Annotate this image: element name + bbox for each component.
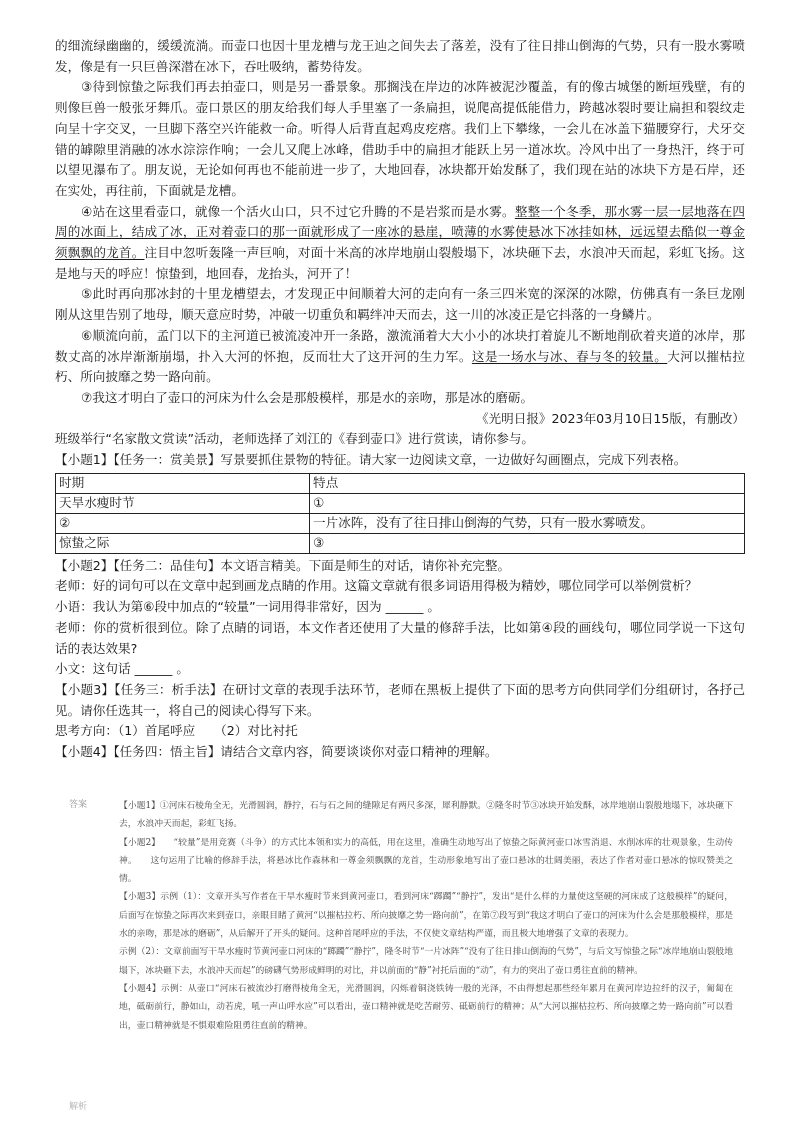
paragraph-6-text: ⑥顺流向前，孟门以下的主河道已被流凌冲开一条路，激流涌着大大小小的冰块打着旋儿不断地削砍着夹道的冰岸，那数丈高的冰岸渐渐崩塌，扑入大河的怀抱，反而壮大了这开河的生力军。 [55,327,745,364]
paragraph-3: ③待到惊蛰之际我们再去拍壶口，则是另一番景象。那搁浅在岸边的冰阵被泥沙覆盖，有的像古城堡的断垣残壁，有的则像巨兽一般张牙舞爪。壶口景区的朋友给我们每人手里塞了一条扁担，说爬高提低能借力，跨越冰裂时要让扁担和裂纹走向呈十字交叉，一旦脚下落空兴许能救一命。听得人后背直起鸡皮疙瘩。我们上下攀缘，一会儿在冰盖下猫腰穿行，犬牙交错的罅隙里消融的冰水淙淙作响；一会儿又爬上冰峰，借助手中的扁担才能跃上另一道冰坎。冷风中出了一身热汗，终于可以望见瀑布了。朋友说，无论如何再也不能前进一步了，大地回春，冰块都开始发酥了，我们现在站的冰块下方是石岸，还在实处，再往前，下面就是龙槽。 [55,79,745,198]
underlined-sentence-4: 整整一个冬季，那水雾一层一层地落在四周的冰面上，结成了冰，正对着壶口的那一面就形成了一座冰的悬崖，喷薄的水雾使悬冰下冰挂如林，远远望去酷似一尊金须飘飘的龙首。 [55,203,746,261]
article-source: 《光明日报》2023年03月10日15版，有删改） [475,410,745,426]
paragraph-6-text-end: 大河以摧枯拉朽、所向披靡之势一路向前。 [55,348,746,385]
paragraph-5: ⑤此时再向那冰封的十里龙槽望去，才发现正中间顺着大河的走向有一条三四米宽的深深的冰隙，仿佛真有一条巨龙刚刚从这里告别了地母，顺天意应时势，冲破一切重负和羁绊冲天而去，这一川的冰凌正是它抖落的一身鳞片。 [55,286,745,323]
paragraph-6 [55,326,745,388]
dialogue-teacher-2: 老师：你的赏析很到位。除了点睛的词语，本文作者还使用了大量的修辞手法，比如第④段的画线句，哪位同学说一下这句话的表达效果? [55,619,745,656]
question-1: 【小题1】【任务一：赏美景】写景要抓住景物的特征。请大家一边阅读文章，一边做好勾画圈点，完成下列表格。 [55,452,687,468]
paragraph-continued: 的细流绿幽幽的，缓缓流淌。而壶口也因十里龙槽与龙王辿之间失去了落差，没有了往日排山倒海的气势，只有一股水雾喷发，像是有一只巨兽深潜在冰下，吞吐吸纳，蓄势待发。 [55,38,745,74]
table-cell: ① [310,493,745,513]
dialogue-student-1: 小语：我认为第⑥段中加点的“较量”一词用得非常好，因为 ______ 。 [55,599,440,615]
table-row [56,533,745,553]
article-page [55,36,745,763]
table-row [56,513,745,533]
paragraph-7: ⑦我这才明白了壶口的河床为什么会是那般模样，那是水的亲吻，那是冰的磨砺。 [81,389,534,405]
thinking-directions: 思考方向：（1）首尾呼应 （2）对比衬托 [55,723,298,739]
table-header-row [56,473,745,493]
analysis-label: 解析 [69,1102,88,1112]
answer-3-example-2: 示例（2）：文章前面写干旱水瘦时节黄河壶口河床的“踯躅”“静拧”，隆冬时节“一片冰阵”“没有了往日排山倒海的气势”，与后文写惊蛰之际“冰岸地崩山裂般地塌下，冰块砸下去，水浪冲天而起”的磅礴气势形成鲜明的对比，并以前面的“静”衬托后面的“动”，有力的突出了壶口勇往直前的精神。 [119,947,733,976]
answer-3-example-1: 【小题3】示例（1）：文章开头写作者在干旱水瘦时节来到黄河壶口，看到河床“踯躅”“静拧”，发出“是什么样的力量使这坚硬的河床成了这般模样”的疑问，后面写在惊蛰之际再次来到壶口，亲眼目睹了黄河“以摧枯拉朽、所向披靡之势一路向前”，在第⑦段写到“我这才明白了壶口的河床为什么会是那般模样，那是水的亲吻，那是冰的磨砺”，从后解开了开头的疑问。这种首尾呼应的手法，不仅使文章结构严谨，而且极大地增强了文章的表现力。 [119,892,733,940]
answer-4: 【小题4】示例：从壶口“河床石被流沙打磨得棱角全无，光滑圆润，闪烁着铜浇铁铸一般的光泽，不由得想起那些经年累月在黄河岸边拉纤的汉子，匍匐在地，砥砺前行，静如山，动若虎，吼一声山呼水应”可以看出，壶口精神就是吃苦耐劳、砥砺前行的精神；从“大河以摧枯拉朽、所向披靡之势一路向前”可以看出，壶口精神就是不惧艰难险阻勇往直前的精神。 [119,983,733,1031]
table-header-period: 时期 [56,473,310,493]
paragraph-4-text: ④站在这里看壶口，就像一个活火山口，只不过它升腾的不是岩浆而是水雾。 [81,203,515,219]
table-cell: ② [56,513,310,533]
answer-2: 【小题2】 “较量”是用竞赛（斗争）的方式比本领和实力的高低，用在这里，准确生动地写出了惊蛰之际黄河壶口冰雪消退、水削冰库的壮观景象，生动传神。 这句运用了比喻的修辞手法，将悬冰比作森林和一尊金须飘飘的龙首，生动形象地写出了壶口悬冰的壮阔美丽，表达了作者对壶口悬冰的惊叹赞美之情。 [119,837,733,885]
dialogue-student-2: 小文：这句话 ______ 。 [55,661,189,677]
answer-1: 【小题1】①河床石棱角全无，光滑圆润，静拧，石与石之间的缝隙足有两尺多深，犀利静默。②隆冬时节③冰块开始发酥，冰岸地崩山裂般地塌下，冰块砸下去，水浪冲天而起，彩虹飞扬。 [119,801,733,830]
paragraph-4 [55,202,745,285]
feature-table [55,473,745,554]
table-header-feature: 特点 [310,473,745,493]
underlined-sentence-6: 这是一场水与冰、春与冬的较量。 [471,348,668,364]
activity-intro: 班级举行“名家散文赏读”活动，老师选择了刘江的《春到壶口》进行赏读，请你参与。 [55,431,535,447]
answer-label: 答案 [69,800,88,810]
table-cell: ③ [310,533,745,553]
question-3: 【小题3】【任务三：析手法】在研讨文章的表现手法环节，老师在黑板上提供了下面的思考方向供同学们分组研讨，各抒己见。请你任选其一，将自己的阅读心得写下来。 [55,681,745,718]
answer-body [119,797,733,1035]
table-row [56,493,745,513]
table-cell: 惊蛰之际 [56,533,310,553]
paragraph-4-text-end: 注目中忽听轰隆一声巨响，对面十米高的冰岸地崩山裂般塌下，冰块砸下去，水浪冲天而起，彩虹飞扬。这是地与天的呼应！惊蛰到，地回春，龙抬头，河开了！ [55,245,745,281]
table-cell: 一片冰阵，没有了往日排山倒海的气势，只有一股水雾喷发。 [310,513,745,533]
answer-section [55,787,745,1087]
question-2: 【小题2】【任务二：品佳句】本文语言精美。下面是师生的对话，请你补充完整。 [55,557,511,573]
dialogue-teacher-1: 老师：好的词句可以在文章中起到画龙点睛的作用。这篇文章就有很多词语用得极为精妙，哪位同学可以举例赏析？ [55,578,698,594]
table-cell: 天旱水瘦时节 [56,493,310,513]
question-4: 【小题4】【任务四：悟主旨】请结合文章内容，简要谈谈你对壶口精神的理解。 [55,744,498,760]
